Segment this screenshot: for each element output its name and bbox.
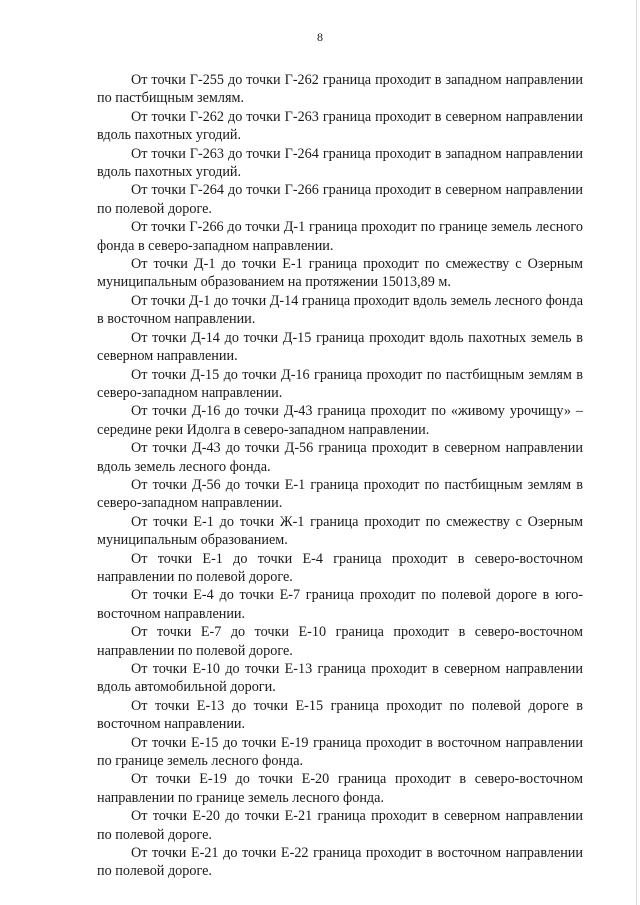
scan-edge-line bbox=[636, 0, 637, 905]
paragraph: От точки Е-21 до точки Е-22 граница проходит в восточном направлении по полевой дороге. bbox=[97, 845, 583, 880]
paragraph: От точки Е-4 до точки Е-7 граница проходит по полевой дороге в юго-восточном направлении. bbox=[97, 587, 583, 622]
document-body bbox=[97, 71, 583, 881]
paragraph: От точки Д-15 до точки Д-16 граница проходит по пастбищным землям в северо-западном направлении. bbox=[97, 366, 583, 401]
paragraph: От точки Д-56 до точки Е-1 граница проходит по пастбищным землям в северо-западном направлении. bbox=[97, 476, 583, 512]
paragraph: От точки Г-264 до точки Г-266 граница проходит в северном направлении по полевой дороге. bbox=[97, 182, 583, 217]
paragraph: От точки Д-1 до точки Е-1 граница проходит по смежеству с Озерным муниципальным образованием на протяжении 15013,89 м. bbox=[97, 256, 583, 291]
paragraph: От точки Д-1 до точки Д-14 граница проходит вдоль земель лесного фонда в восточном направлении. bbox=[97, 292, 583, 328]
paragraph: От точки Д-14 до точки Д-15 граница проходит вдоль пахотных земель в северном направлении. bbox=[97, 329, 583, 365]
page-number: 8 bbox=[317, 30, 323, 44]
paragraph: От точки Г-262 до точки Г-263 граница проходит в северном направлении вдоль пахотных угодий. bbox=[97, 108, 583, 144]
paragraph: От точки Е-13 до точки Е-15 граница проходит по полевой дороге в восточном направлении. bbox=[97, 697, 583, 733]
paragraph: От точки Е-1 до точки Е-4 граница проходит в северо-восточном направлении по полевой дороге. bbox=[97, 550, 583, 585]
paragraph: От точки Д-16 до точки Д-43 граница проходит по «живому урочищу» – середине реки Идолга в северо-западном направлении. bbox=[97, 403, 583, 438]
paragraph: От точки Д-43 до точки Д-56 граница проходит в северном направлении вдоль земель лесного фонда. bbox=[97, 440, 583, 475]
paragraph: От точки Г-263 до точки Г-264 граница проходит в западном направлении вдоль пахотных угодий. bbox=[97, 145, 583, 181]
paragraph: От точки Е-20 до точки Е-21 граница проходит в северном направлении по полевой дороге. bbox=[97, 808, 583, 843]
paragraph: От точки Г-266 до точки Д-1 граница проходит по границе земель лесного фонда в северо-западном направлении. bbox=[97, 219, 583, 254]
paragraph: От точки Е-15 до точки Е-19 граница проходит в восточном направлении по границе земель лесного фонда. bbox=[97, 734, 583, 770]
paragraph: От точки Е-19 до точки Е-20 граница проходит в северо-восточном направлении по границе земель лесного фонда. bbox=[97, 771, 583, 806]
paragraph: От точки Е-1 до точки Ж-1 граница проходит по смежеству с Озерным муниципальным образованием. bbox=[97, 513, 583, 549]
paragraph: От точки Е-10 до точки Е-13 граница проходит в северном направлении вдоль автомобильной дороги. bbox=[97, 661, 583, 696]
paragraph: От точки Е-7 до точки Е-10 граница проходит в северо-восточном направлении по полевой дороге. bbox=[97, 624, 583, 659]
paragraph: От точки Г-255 до точки Г-262 граница проходит в западном направлении по пастбищным землям. bbox=[97, 72, 583, 107]
